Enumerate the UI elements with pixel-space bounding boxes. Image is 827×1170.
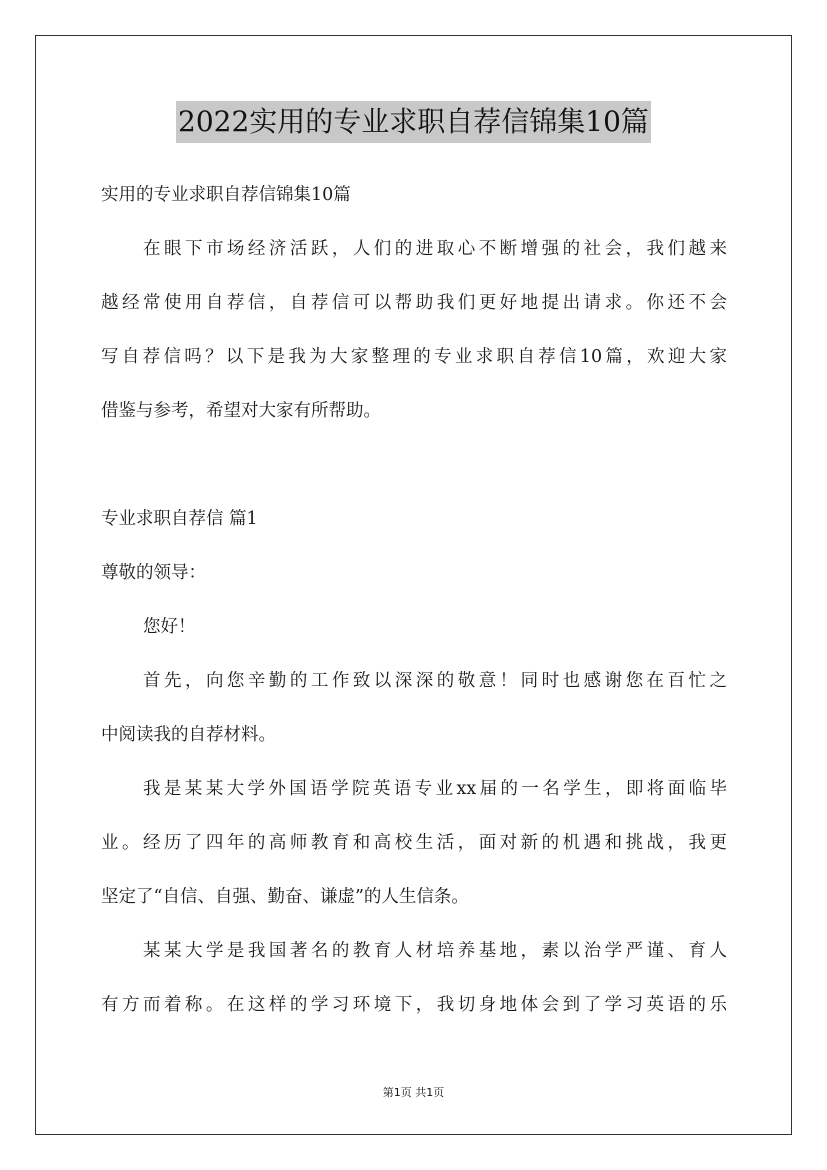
title-container (0, 101, 827, 143)
blank-spacer (101, 438, 727, 492)
paragraph2-line-2: 业。经历了四年的高师教育和高校生活，面对新的机遇和挑战，我更 (101, 833, 727, 853)
section-heading: 专业求职自荐信 篇1 (101, 509, 258, 529)
page-footer (0, 1084, 827, 1100)
intro-line-2: 越经常使用自荐信，自荐信可以帮助我们更好地提出请求。你还不会 (101, 293, 727, 313)
paragraph3-line-1: 某某大学是我国著名的教育人材培养基地，素以治学严谨、育人 (143, 941, 727, 961)
subtitle: 实用的专业求职自荐信锦集10篇 (101, 185, 351, 205)
intro-line-4: 借鉴与参考，希望对大家有所帮助。 (101, 401, 381, 421)
document-title: 2022实用的专业求职自荐信锦集10篇 (176, 101, 651, 143)
intro-line-3: 写自荐信吗？以下是我为大家整理的专业求职自荐信10篇，欢迎大家 (101, 347, 727, 367)
paragraph2-line-3: 坚定了“自信、自强、勤奋、谦虚”的人生信条。 (101, 887, 469, 907)
document-body (101, 168, 727, 1032)
paragraph1-line-2: 中阅读我的自荐材料。 (101, 725, 276, 745)
intro-line-1: 在眼下市场经济活跃，人们的进取心不断增强的社会，我们越来 (143, 239, 727, 259)
salutation: 尊敬的领导： (101, 563, 206, 583)
paragraph1-line-1: 首先，向您辛勤的工作致以深深的敬意！同时也感谢您在百忙之 (143, 671, 727, 691)
greeting: 您好！ (143, 617, 196, 637)
paragraph3-line-2: 有方而着称。在这样的学习环境下，我切身地体会到了学习英语的乐 (101, 995, 727, 1015)
page-number: 第1页 共1页 (382, 1086, 445, 1099)
paragraph2-line-1: 我是某某大学外国语学院英语专业xx届的一名学生，即将面临毕 (143, 779, 727, 799)
